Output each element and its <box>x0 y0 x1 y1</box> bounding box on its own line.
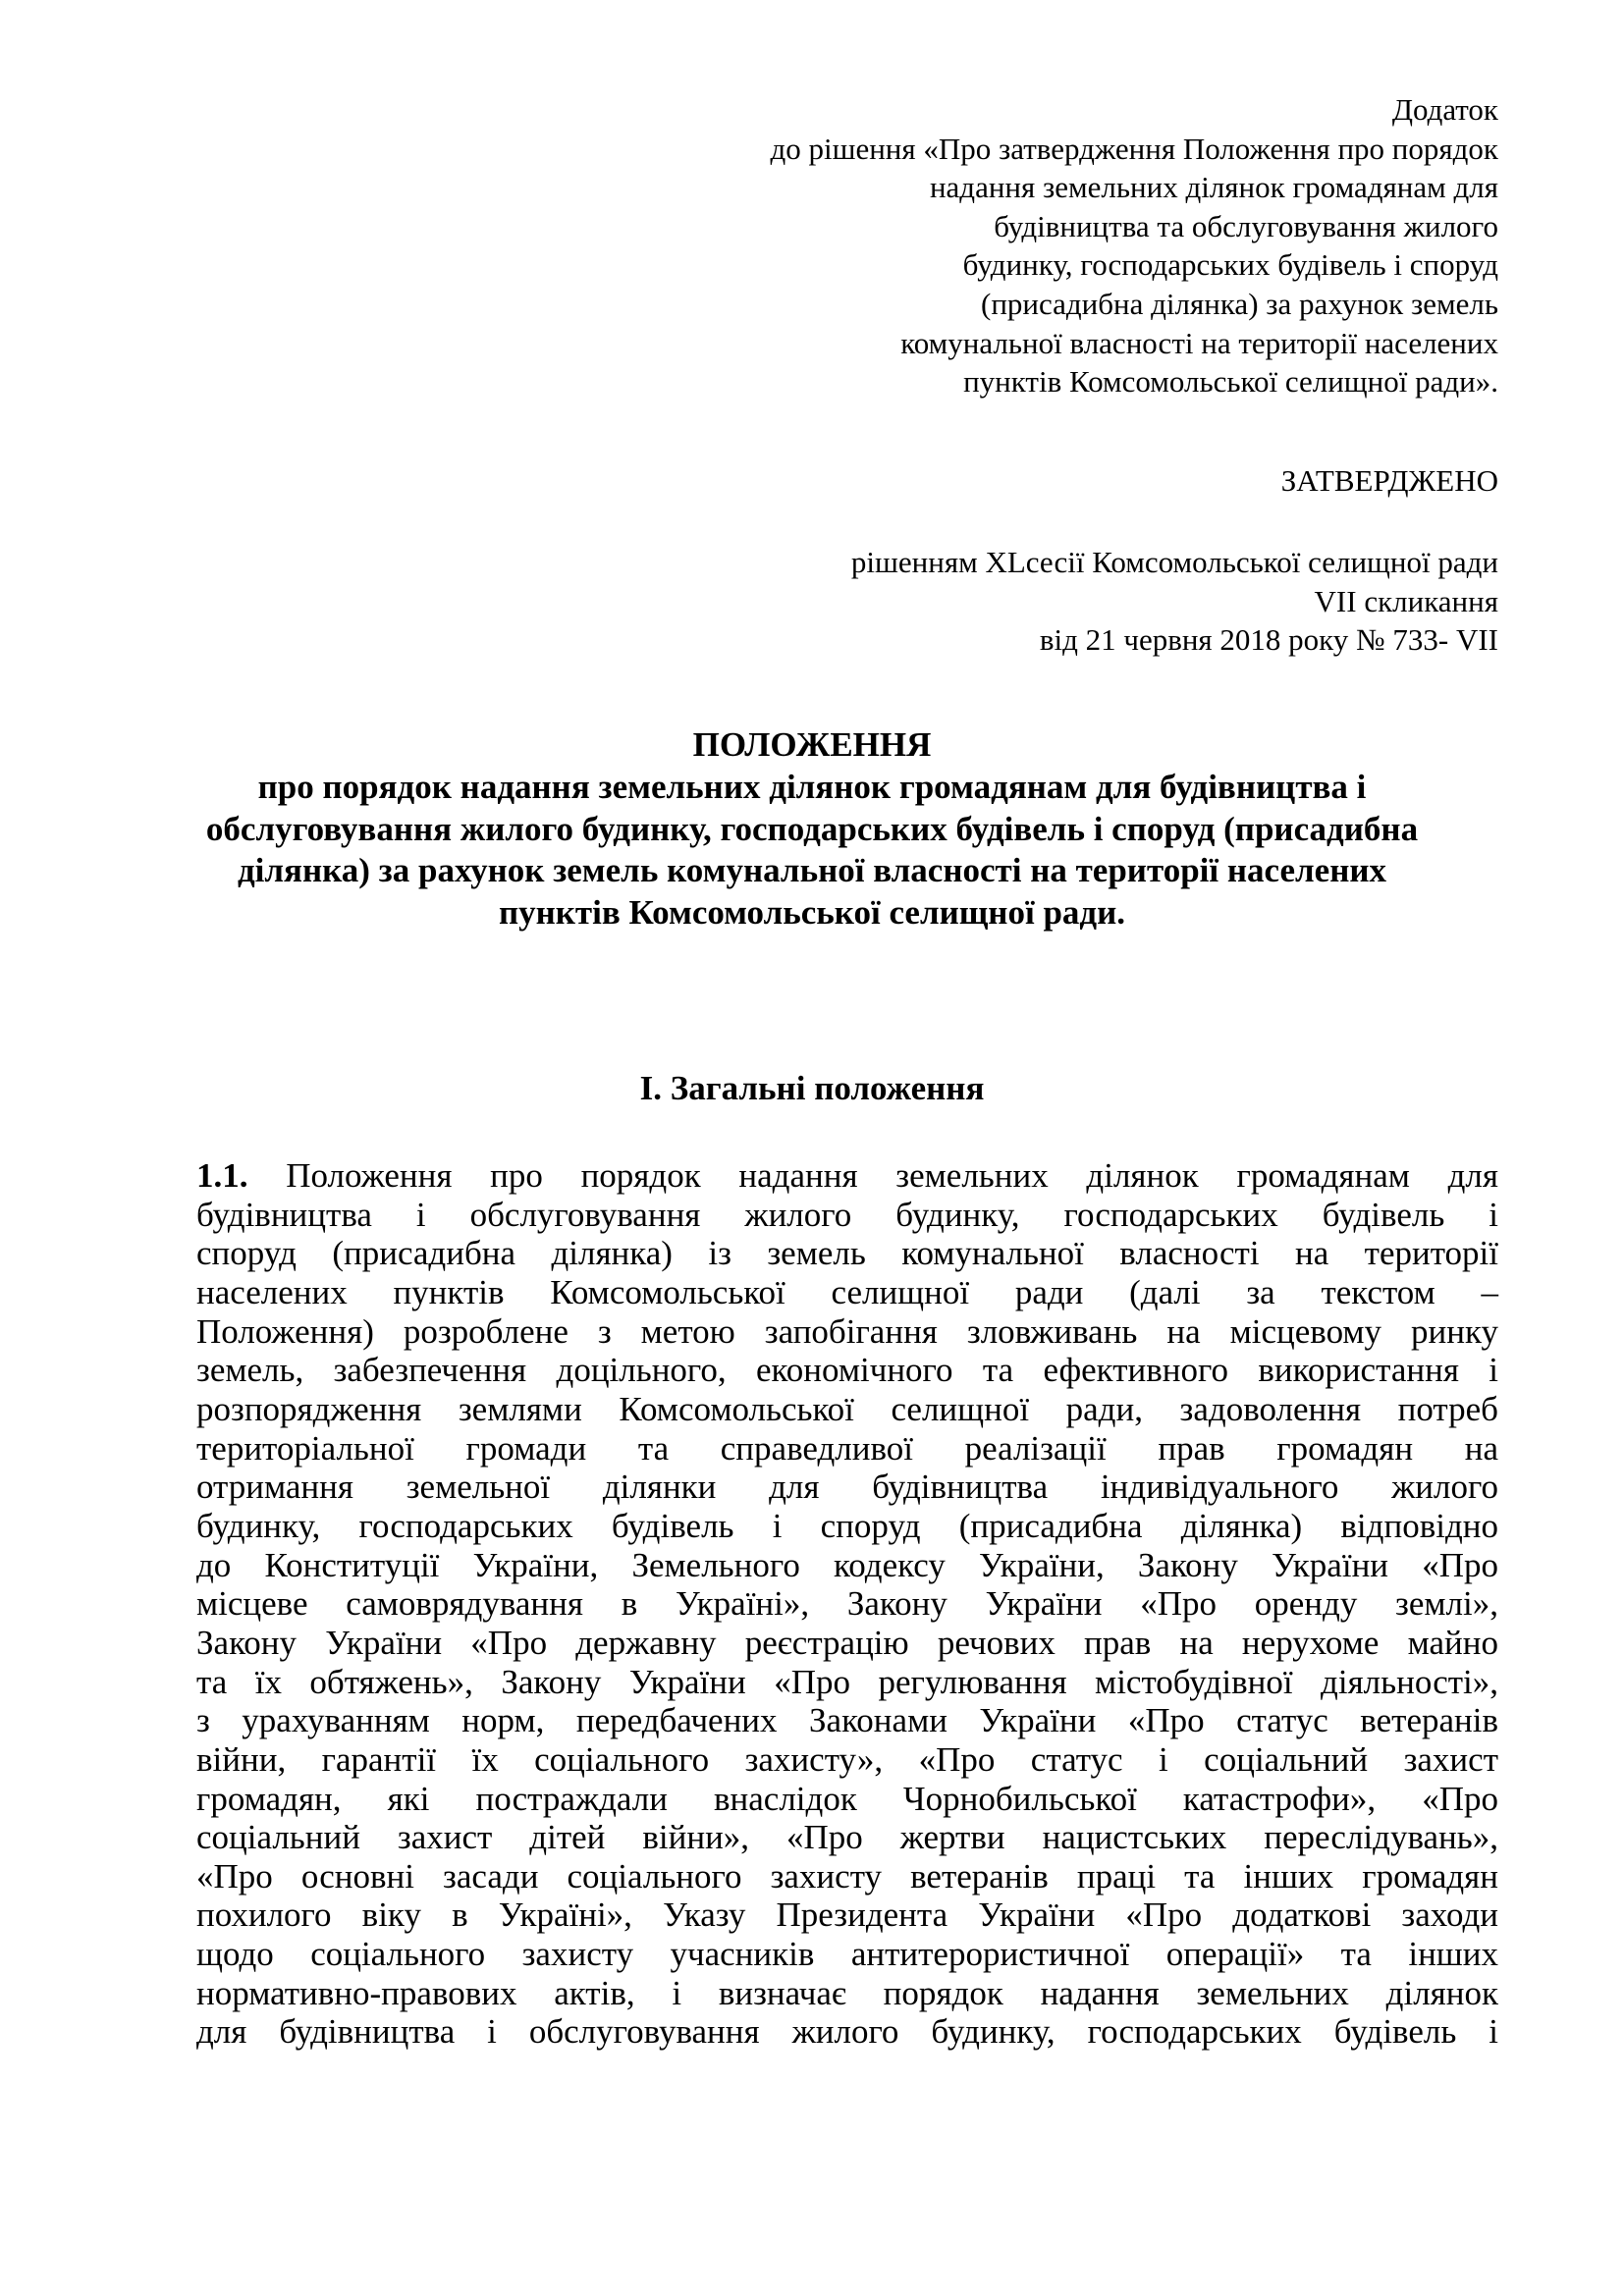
approval-label: ЗАТВЕРДЖЕНО <box>1280 463 1498 498</box>
paragraph-line: земель, забезпечення доцільного, економічного та ефективного використання і <box>196 1351 1498 1390</box>
paragraph-line: соціальний захист дітей війни», «Про жертви нацистських переслідувань», <box>196 1818 1498 1857</box>
paragraph-line: Положення) розроблене з метою запобігання зловживань на місцевому ринку <box>196 1311 1498 1351</box>
paragraph-line <box>196 1156 1498 1196</box>
paragraph-line: територіальної громади та справедливої реалізації прав громадян на <box>196 1428 1498 1468</box>
paragraph-line: нормативно-правових актів, і визначає порядок надання земельних ділянок <box>196 1973 1498 2012</box>
paragraph-line: будівництва і обслуговування жилого будинку, господарських будівель і <box>196 1195 1498 1234</box>
appendix-line: пунктів Комсомольської селищної ради». <box>963 364 1498 400</box>
appendix-line: до рішення «Про затвердження Положення про порядок <box>770 131 1498 166</box>
appendix-line: будівництва та обслуговування жилого <box>994 208 1498 243</box>
approval-line: рішенням XLсесії Комсомольської селищної ради <box>850 545 1498 579</box>
paragraph-1-1 <box>196 1156 1498 2052</box>
title-line: пунктів Комсомольської селищної ради. <box>498 893 1126 933</box>
paragraph-line: та їх обтяжень», Закону України «Про регулювання містобудівної діяльності», <box>196 1662 1498 1701</box>
approval-details <box>615 543 1498 660</box>
paragraph-line: споруд (присадибна ділянка) із земель комунальної власності на території <box>196 1234 1498 1273</box>
approval-line: VII скликання <box>1314 583 1498 618</box>
clause-number: 1.1. <box>196 1156 248 1195</box>
paragraph-line: щодо соціального захисту учасників антитерористичної операції» та інших <box>196 1935 1498 1974</box>
paragraph-line: місцеве самоврядування в Україні», Закону України «Про оренду землі», <box>196 1584 1498 1624</box>
appendix-line: (присадибна ділянка) за рахунок земель <box>981 286 1498 321</box>
appendix-line: Додаток <box>1391 92 1498 127</box>
paragraph-line: похилого віку в Україні», Указу Президента України «Про додаткові заходи <box>196 1896 1498 1935</box>
title-line: ділянка) за рахунок земель комунальної власності на території населених <box>237 851 1387 890</box>
appendix-line: надання земельних ділянок громадянам для <box>929 170 1498 205</box>
document-title <box>98 724 1526 934</box>
appendix-line: комунальної власності на території населених <box>900 325 1498 360</box>
section-heading: І. Загальні положення <box>639 1069 985 1107</box>
paragraph-line: розпорядження землями Комсомольської селищної ради, задоволення потреб <box>196 1389 1498 1428</box>
paragraph-line: «Про основні засади соціального захисту ветеранів праці та інших громадян <box>196 1856 1498 1896</box>
title-line: ПОЛОЖЕННЯ <box>692 725 932 764</box>
paragraph-line: громадян, які постраждали внаслідок Чорнобильської катастрофи», «Про <box>196 1779 1498 1818</box>
paragraph-line: війни, гарантії їх соціального захисту», «Про статус і соціальний захист <box>196 1739 1498 1779</box>
paragraph-line-text: Положення про порядок надання земельних ділянок громадянам для <box>247 1156 1498 1195</box>
appendix-note <box>615 90 1498 401</box>
paragraph-line: до Конституції України, Земельного кодексу України, Закону України «Про <box>196 1545 1498 1584</box>
approval-line: від 21 червня 2018 року № 733- VII <box>1039 622 1498 658</box>
paragraph-line: з урахуванням норм, передбачених Законами України «Про статус ветеранів <box>196 1701 1498 1740</box>
appendix-line: будинку, господарських будівель і споруд <box>962 247 1498 283</box>
paragraph-line: для будівництва і обслуговування жилого будинку, господарських будівель і <box>196 2012 1498 2052</box>
title-line: обслуговування жилого будинку, господарських будівель і споруд (присадибна <box>205 809 1419 848</box>
paragraph-line: отримання земельної ділянки для будівництва індивідуального жилого <box>196 1468 1498 1507</box>
title-line: про порядок надання земельних ділянок громадянам для будівництва і <box>257 767 1367 806</box>
paragraph-line: будинку, господарських будівель і споруд (присадибна ділянка) відповідно <box>196 1506 1498 1545</box>
paragraph-line: населених пунктів Комсомольської селищної ради (далі за текстом – <box>196 1272 1498 1311</box>
paragraph-line: Закону України «Про державну реєстрацію речових прав на нерухоме майно <box>196 1623 1498 1662</box>
